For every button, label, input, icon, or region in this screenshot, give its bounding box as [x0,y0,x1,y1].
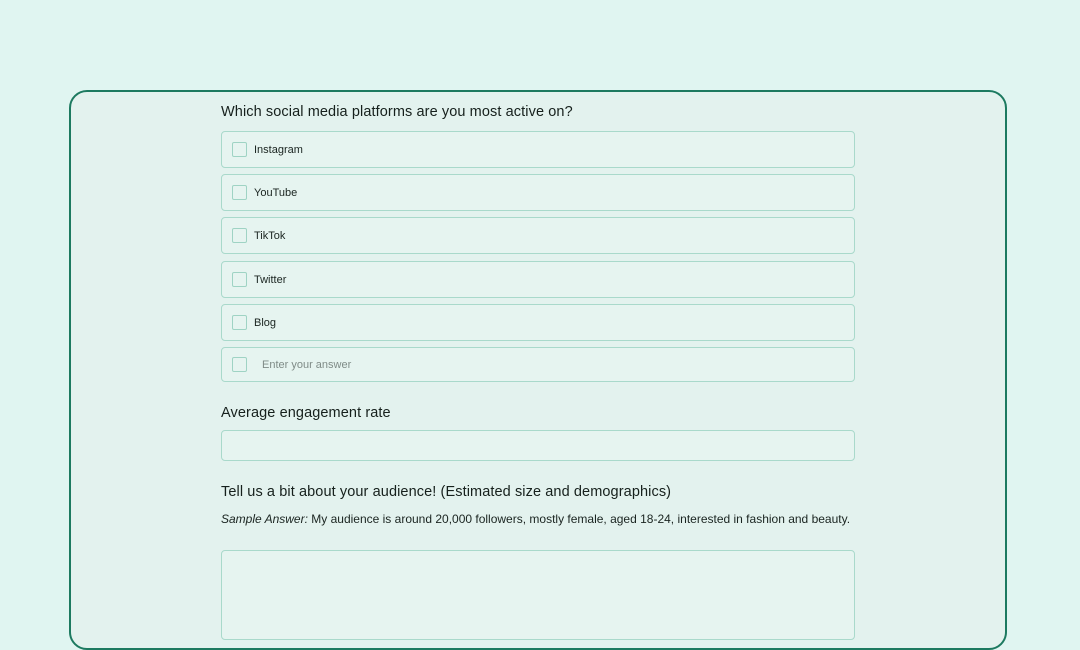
option-blog[interactable] [221,304,855,341]
checkbox[interactable] [232,228,247,243]
option-other[interactable] [221,347,855,382]
option-label: Blog [254,316,277,329]
option-label: Twitter [254,273,287,286]
option-tiktok[interactable] [221,217,855,254]
option-twitter[interactable] [221,261,855,298]
checkbox[interactable] [232,185,247,200]
checkbox[interactable] [232,142,247,157]
audience-answer-textarea[interactable] [221,550,855,640]
platforms-question-title: Which social media platforms are you most active on? [221,104,573,120]
checkbox[interactable] [232,357,247,372]
option-label: YouTube [254,186,298,199]
sample-answer [221,511,855,529]
sample-answer-prefix: Sample Answer: [221,512,308,526]
option-youtube[interactable] [221,174,855,211]
option-instagram[interactable] [221,131,855,168]
checkbox[interactable] [232,272,247,287]
engagement-question-title: Average engagement rate [221,405,391,421]
option-label: Instagram [254,143,303,156]
engagement-rate-input[interactable] [221,430,855,461]
sample-answer-text: My audience is around 20,000 followers, mostly female, aged 18-24, interested in fashion and beauty. [307,512,851,526]
option-label: TikTok [254,229,286,242]
audience-question-title: Tell us a bit about your audience! (Estimated size and demographics) [221,484,672,500]
other-answer-input[interactable] [260,358,824,372]
checkbox[interactable] [232,315,247,330]
